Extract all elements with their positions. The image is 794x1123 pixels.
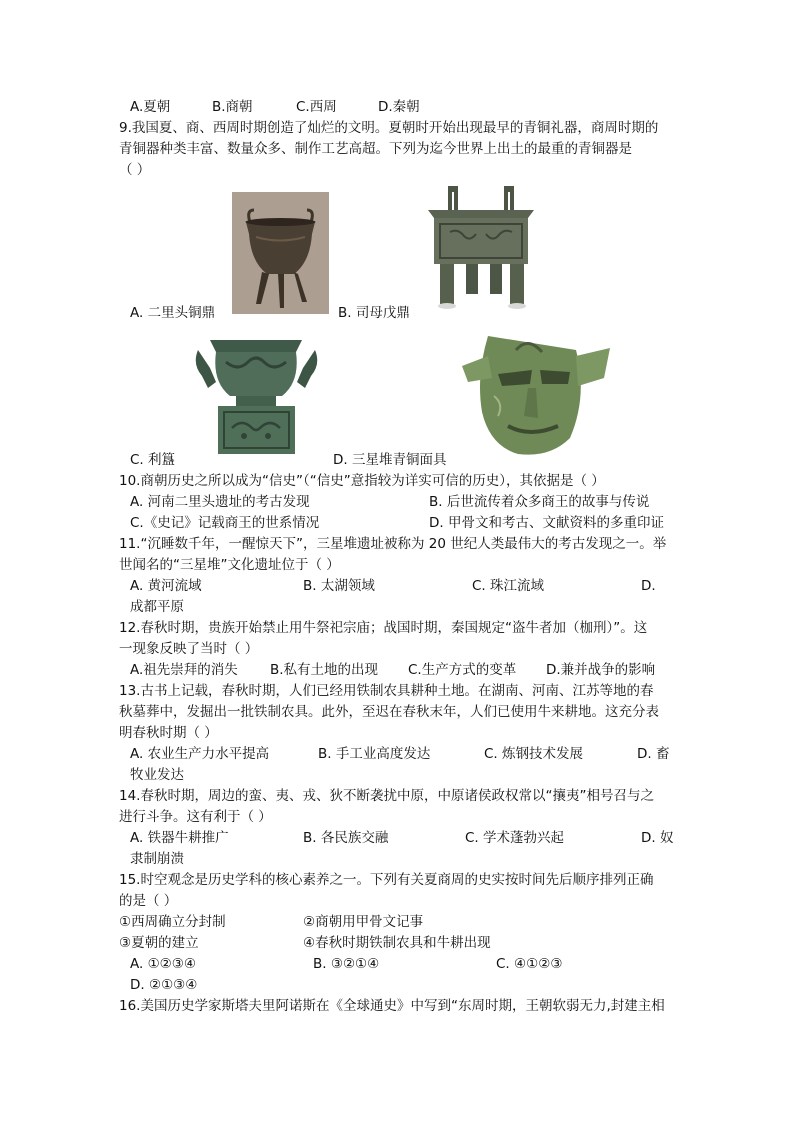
q11-option-d: D. xyxy=(641,578,656,594)
q8-option-d: D.秦朝 xyxy=(378,99,420,115)
q14-stem-line-2: 进行斗争。这有利于（ ） xyxy=(119,809,272,825)
q14-stem-line-1: 14.春秋时期，周边的蛮、夷、戎、狄不断袭扰中原，中原诸侯政权常以“攘夷”相号召与之 xyxy=(119,788,654,804)
sanxingdui-bronze-mask-image xyxy=(458,326,614,461)
q13-stem-line-3: 明春秋时期（ ） xyxy=(119,725,218,741)
q9-option-a: A. 二里头铜鼎 xyxy=(130,305,216,321)
q12-option-d: D.兼并战争的影响 xyxy=(546,662,656,678)
q8-option-c: C.西周 xyxy=(296,99,337,115)
q13-option-d-text: 牧业发达 xyxy=(130,767,184,783)
q11-option-c: C. 珠江流域 xyxy=(472,578,545,594)
q15-stem-line-1: 15.时空观念是历史学科的核心素养之一。下列有关夏商周的史实按时间先后顺序排列正确 xyxy=(119,872,654,888)
q10-option-a: A. 河南二里头遗址的考古发现 xyxy=(130,494,310,510)
q13-option-d: D. 畜 xyxy=(637,746,670,762)
q10-option-d: D. 甲骨文和考古、文献资料的多重印证 xyxy=(429,515,664,531)
li-gui-image xyxy=(190,332,323,458)
q10-option-b: B. 后世流传着众多商王的故事与传说 xyxy=(429,494,650,510)
q15-item-1: ①西周确立分封制 xyxy=(119,914,226,930)
q15-item-3: ③夏朝的建立 xyxy=(119,935,199,951)
q12-option-a: A.祖先崇拜的消失 xyxy=(130,662,238,678)
q12-stem-line-1: 12.春秋时期，贵族开始禁止用牛祭祀宗庙；战国时期，秦国规定“盗牛者加（枷刑）”。这 xyxy=(119,620,648,636)
q13-option-c: C. 炼钢技术发展 xyxy=(484,746,584,762)
q15-option-c: C. ④①②③ xyxy=(496,956,563,972)
q12-option-c: C.生产方式的变革 xyxy=(408,662,517,678)
q15-item-4: ④春秋时期铁制农具和牛耕出现 xyxy=(303,935,491,951)
q15-option-a: A. ①②③④ xyxy=(130,956,196,972)
q11-option-b: B. 太湖领域 xyxy=(303,578,375,594)
q14-option-d-text: 隶制崩溃 xyxy=(130,851,184,867)
q14-option-d: D. 奴 xyxy=(641,830,674,846)
q11-option-d-text: 成都平原 xyxy=(130,599,184,615)
q13-stem-line-1: 13.古书上记载，春秋时期，人们已经用铁制农具耕种土地。在湖南、河南、江苏等地的春 xyxy=(119,683,654,699)
q16-stem-line-1: 16.美国历史学家斯塔夫里阿诺斯在《全球通史》中写到“东周时期，王朝软弱无力,封建主相 xyxy=(119,998,665,1014)
q8-option-b: B.商朝 xyxy=(212,99,253,115)
q14-option-c: C. 学术蓬勃兴起 xyxy=(465,830,565,846)
q15-item-2: ②商朝用甲骨文记事 xyxy=(303,914,424,930)
q11-option-a: A. 黄河流域 xyxy=(130,578,202,594)
q9-option-d: D. 三星堆青铜面具 xyxy=(333,452,447,468)
q12-stem-line-2: 一现象反映了当时（ ） xyxy=(119,641,259,657)
erlitou-bronze-ding-image xyxy=(232,192,329,314)
q15-stem-line-2: 的是（ ） xyxy=(119,893,178,909)
q12-option-b: B.私有土地的出现 xyxy=(270,662,379,678)
q11-stem-line-1: 11.“沉睡数千年，一醒惊天下”，三星堆遗址被称为 20 世纪人类最伟大的考古发现之一。举 xyxy=(119,536,667,552)
q9-stem-line-3: （ ） xyxy=(119,162,151,178)
q10-option-c: C.《史记》记载商王的世系情况 xyxy=(130,515,320,531)
q13-option-b: B. 手工业高度发达 xyxy=(318,746,431,762)
q13-option-a: A. 农业生产力水平提高 xyxy=(130,746,270,762)
q9-stem-line-2: 青铜器种类丰富、数量众多、制作工艺高超。下列为迄今世界上出土的最重的青铜器是 xyxy=(119,141,632,157)
q11-stem-line-2: 世闻名的“三星堆”文化遗址位于（ ） xyxy=(119,557,340,573)
q9-stem-line-1: 9.我国夏、商、西周时期创造了灿烂的文明。夏朝时开始出现最早的青铜礼器，商周时期的 xyxy=(119,120,659,136)
q14-option-b: B. 各民族交融 xyxy=(303,830,389,846)
q10-stem: 10.商朝历史之所以成为“信史”（“信史”意指较为详实可信的历史），其依据是（ ） xyxy=(119,473,605,489)
q15-option-d: D. ②①③④ xyxy=(130,977,198,993)
q8-option-a: A.夏朝 xyxy=(130,99,171,115)
q13-stem-line-2: 秋墓葬中，发掘出一批铁制农具。此外，至迟在春秋末年，人们已使用牛来耕地。这充分表 xyxy=(119,704,659,720)
q9-option-b: B. 司母戊鼎 xyxy=(338,305,410,321)
q14-option-a: A. 铁器牛耕推广 xyxy=(130,830,229,846)
q15-option-b: B. ③②①④ xyxy=(313,956,380,972)
q9-option-c: C. 利簋 xyxy=(130,452,176,468)
simuwu-ding-image xyxy=(420,182,542,314)
